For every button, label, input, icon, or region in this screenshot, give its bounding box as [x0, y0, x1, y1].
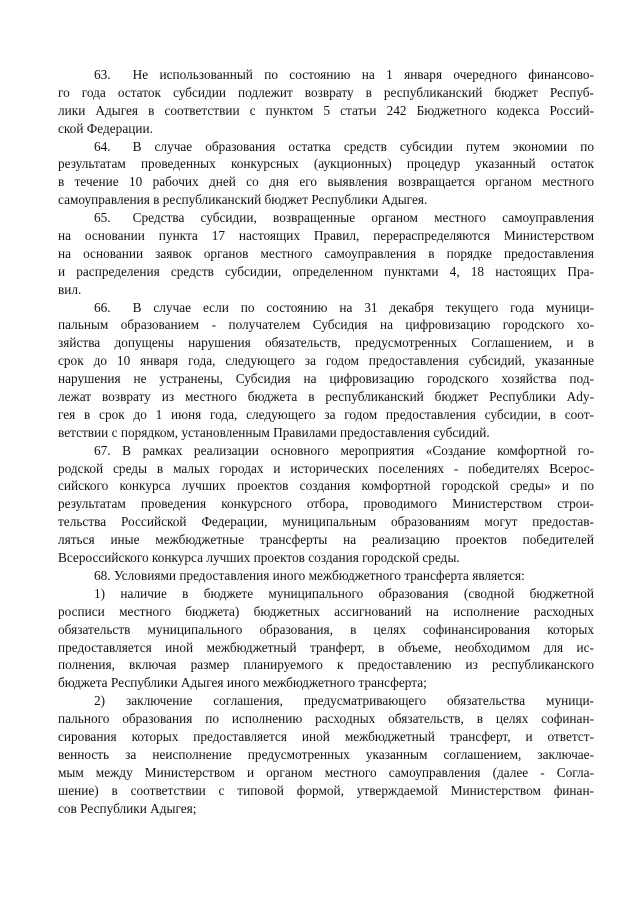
- paragraph-line: пальным образованием - получателем Субсидия на цифровизацию городского хо-: [58, 317, 594, 333]
- paragraph-line: [58, 138, 594, 156]
- paragraph-number: 63.: [94, 67, 111, 82]
- paragraph-line: лежат возврату из местного бюджета в республиканский бюджет Республики Ady-: [58, 389, 594, 405]
- paragraph-line: срок до 10 января года, следующего за годом предоставления субсидий, указанные: [58, 353, 594, 369]
- paragraph-line: [58, 299, 594, 317]
- paragraph-line: на основании пункта 17 настоящих Правил, перераспределяются Министерством: [58, 228, 594, 244]
- paragraph-line: зяйства допущены нарушения обязательств, предусмотренных Соглашением, и в: [58, 335, 594, 351]
- paragraph-68: [58, 567, 594, 585]
- paragraph-number: 64.: [94, 138, 111, 154]
- paragraph-line: 67. В рамках реализации основного мероприятия «Создание комфортной го-: [94, 442, 594, 458]
- paragraph-number: 65.: [94, 210, 111, 226]
- paragraph-line: бюджета Республики Адыгея иного межбюджетного трансферта;: [58, 675, 427, 691]
- paragraph-line: вил.: [58, 281, 82, 297]
- paragraph-line: росписи местного бюджета) бюджетных ассигнований на исполнение расходных: [58, 603, 594, 619]
- paragraph-line: мым между Министерством и органом местного самоуправления (далее - Согла-: [58, 764, 594, 780]
- paragraph-line-text: В случае образования остатка средств субсидии путем экономии по: [132, 138, 594, 154]
- paragraph-line: 68. Условиями предоставления иного межбюджетного трансферта является:: [94, 567, 525, 583]
- paragraph-68-item-1: [58, 585, 594, 692]
- paragraph-line: го года остаток субсидии подлежит возврату в республиканский бюджет Респуб-: [58, 84, 594, 100]
- paragraph-line: [58, 209, 594, 227]
- paragraph-line: тельства Российской Федерации, муниципальным образованиям могут предостав-: [58, 514, 594, 530]
- paragraph-line: сирования которых предоставляется иной межбюджетный трансферт, и ответст-: [58, 728, 594, 744]
- paragraph-66: [58, 299, 594, 442]
- paragraph-64: [58, 138, 594, 210]
- paragraph-line: 2) заключение соглашения, предусматривающего обязательства муници-: [94, 693, 594, 709]
- paragraph-line: шение) в соответствии с типовой формой, утверждаемой Министерством финан-: [58, 782, 594, 798]
- paragraph-line: в течение 10 рабочих дней со дня его выявления возвращается органом местного: [58, 174, 594, 190]
- paragraph-line: результатам проведенных конкурсных (аукционных) процедур указанный остаток: [58, 156, 594, 172]
- paragraph-line: на основании заявок органов местного самоуправления в порядке предоставления: [58, 245, 594, 261]
- paragraph-line: Всероссийского конкурса лучших проектов создания городской среды.: [58, 550, 460, 566]
- document-page: [58, 66, 594, 817]
- paragraph-line: результатам проведения конкурсного отбора, проводимого Министерством строи-: [58, 496, 594, 512]
- paragraph-line: предоставляется иной межбюджетный транферт, в объеме, необходимом для ис-: [58, 639, 594, 655]
- paragraph-line: лики Адыгея в соответствии с пунктом 5 статьи 242 Бюджетного кодекса Россий-: [58, 102, 594, 118]
- paragraph-line: пального образования по исполнению расходных обязательств, в целях софинан-: [58, 711, 594, 727]
- paragraph-number: 66.: [94, 299, 111, 315]
- paragraph-line: ветствии с порядком, установленным Правилами предоставления субсидий.: [58, 424, 490, 440]
- paragraph-line: сийского конкурса лучших проектов создания комфортной городской среды» и по: [58, 478, 594, 494]
- paragraph-line: обязательств муниципального образования, в целях софинансирования которых: [58, 621, 594, 637]
- paragraph-68-item-2: [58, 692, 594, 817]
- paragraph-line-text: В случае если по состоянию на 31 декабря текущего года муници-: [132, 299, 594, 315]
- paragraph-line-text: Средства субсидии, возвращенные органом местного самоуправления: [132, 210, 594, 226]
- paragraph-line: венность за неисполнение предусмотренных указанным соглашением, заключае-: [58, 746, 594, 762]
- paragraph-line: и распределения средств субсидии, определенном пунктами 4, 18 настоящих Пра-: [58, 263, 594, 279]
- paragraph-line: 1) наличие в бюджете муниципального образования (сводной бюджетной: [94, 585, 594, 601]
- paragraph-line: ской Федерации.: [58, 120, 153, 136]
- paragraph-line: ляться иные межбюджетные трансферты на реализацию проектов победителей: [58, 532, 594, 548]
- paragraph-line-text: Не использованный по состоянию на 1 января очередного финансово-: [132, 67, 594, 82]
- paragraph-line: самоуправления в республиканский бюджет Республики Адыгея.: [58, 192, 428, 208]
- paragraph-line: [58, 66, 594, 84]
- paragraph-67: [58, 442, 594, 567]
- paragraph-line: гея в срок до 1 июня года, следующего за годом предоставления субсидии, в соот-: [58, 406, 594, 422]
- paragraph-line: нарушения не устранены, Субсидия на цифровизацию городского хозяйства под-: [58, 371, 594, 387]
- paragraph-line: полнения, включая размер планируемого к предоставлению из республиканского: [58, 657, 594, 673]
- paragraph-line: сов Республики Адыгея;: [58, 800, 197, 816]
- paragraph-65: [58, 209, 594, 298]
- paragraph-line: родской среды в малых городах и исторических поселениях - победителях Всерос-: [58, 460, 594, 476]
- paragraph-63: [58, 66, 594, 138]
